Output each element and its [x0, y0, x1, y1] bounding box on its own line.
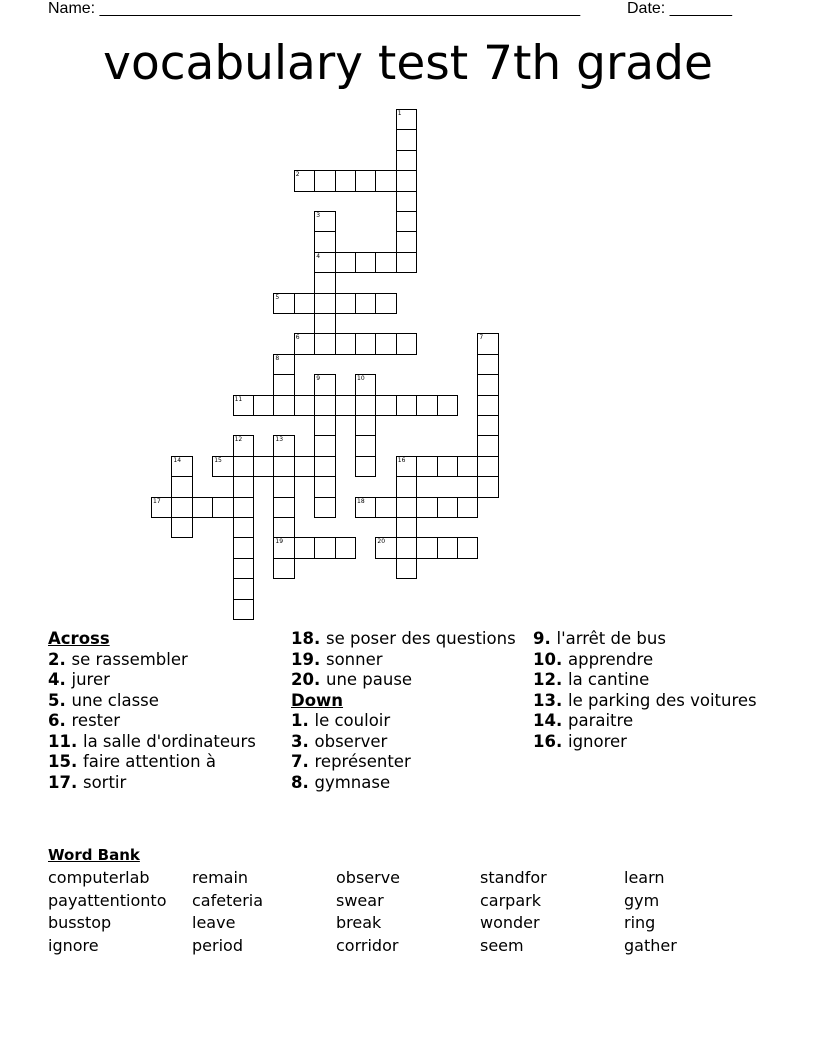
crossword-cell[interactable]: [375, 395, 396, 416]
crossword-cell[interactable]: [457, 537, 478, 558]
crossword-cell[interactable]: [437, 497, 458, 518]
crossword-cell[interactable]: [212, 456, 233, 477]
crossword-cell[interactable]: [233, 537, 254, 558]
crossword-cell[interactable]: [477, 333, 498, 354]
crossword-cell[interactable]: [273, 395, 294, 416]
crossword-cell[interactable]: [355, 170, 376, 191]
clue-number: 19.: [291, 649, 326, 669]
crossword-cell[interactable]: [396, 150, 417, 171]
crossword-cell[interactable]: [355, 252, 376, 273]
clue-text: ignorer: [567, 731, 627, 751]
clue-text: le couloir: [314, 711, 391, 730]
word-bank-item: computerlab: [48, 868, 150, 887]
clue-text: faire attention à: [82, 752, 216, 771]
clue-number: 5: [275, 293, 280, 301]
crossword-cell[interactable]: [314, 231, 335, 252]
crossword-cell[interactable]: [477, 456, 498, 477]
crossword-cell[interactable]: [396, 109, 417, 130]
crossword-cell[interactable]: [314, 333, 335, 354]
crossword-cell[interactable]: [273, 537, 294, 558]
crossword-cell[interactable]: [253, 456, 274, 477]
crossword-cell[interactable]: [477, 374, 498, 395]
clue-text: l'arrêt de bus: [556, 629, 666, 648]
crossword-cell[interactable]: [294, 333, 315, 354]
clue-number: 6: [295, 334, 300, 342]
word-bank-item: leave: [192, 913, 236, 933]
clue-text: représenter: [314, 752, 411, 771]
crossword-cell[interactable]: [375, 293, 396, 314]
crossword-cell[interactable]: [355, 456, 376, 477]
crossword-cell[interactable]: [314, 170, 335, 191]
clue-item: [291, 711, 531, 732]
clue-text: le parking des voitures: [567, 690, 757, 710]
across-heading: Across: [48, 629, 110, 648]
word-bank-item: swear: [336, 890, 384, 910]
clue-number: 13.: [533, 690, 568, 710]
clue-number: 1: [397, 110, 402, 117]
crossword-cell[interactable]: [396, 558, 417, 579]
page-title: vocabulary test 7th grade: [103, 36, 713, 91]
crossword-cell[interactable]: [273, 558, 294, 579]
crossword-cell[interactable]: [396, 129, 417, 150]
word-bank-item: wonder: [480, 913, 540, 933]
crossword-cell[interactable]: [294, 456, 315, 477]
clue-number: 8: [275, 354, 280, 362]
clue-number: 18.: [291, 629, 326, 648]
clue-column-2: [291, 629, 531, 793]
clue-number: 3.: [291, 731, 315, 751]
clue-number: 15.: [48, 752, 83, 771]
clue-text: gymnase: [314, 772, 391, 792]
crossword-cell[interactable]: [457, 497, 478, 518]
crossword-cell[interactable]: [314, 537, 335, 558]
crossword-cell[interactable]: [294, 293, 315, 314]
crossword-cell[interactable]: [335, 170, 356, 191]
clue-item: [533, 711, 773, 732]
crossword-cell[interactable]: [437, 395, 458, 416]
crossword-cell[interactable]: [233, 476, 254, 497]
crossword-cell[interactable]: [233, 599, 254, 620]
crossword-cell[interactable]: [273, 497, 294, 518]
crossword-cell[interactable]: [396, 537, 417, 558]
crossword-cell[interactable]: [396, 456, 417, 477]
crossword-cell[interactable]: [314, 313, 335, 334]
crossword-cell[interactable]: [477, 435, 498, 456]
clue-number: 8.: [291, 772, 315, 792]
clue-item: [533, 650, 773, 671]
clue-number: 5.: [48, 690, 72, 710]
crossword-cell[interactable]: [355, 333, 376, 354]
clue-text: se rassembler: [71, 649, 188, 669]
word-bank-item: carpark: [480, 890, 541, 910]
word-bank-item: break: [336, 913, 382, 933]
crossword-cell[interactable]: [416, 497, 437, 518]
crossword-cell[interactable]: [212, 497, 233, 518]
crossword-cell[interactable]: [335, 537, 356, 558]
crossword-cell[interactable]: [355, 395, 376, 416]
crossword-cell[interactable]: [375, 333, 396, 354]
crossword-cell[interactable]: [396, 231, 417, 252]
clue-number: 17.: [48, 772, 83, 792]
clue-number: 6.: [48, 711, 72, 730]
clue-number: 10.: [533, 649, 568, 669]
clue-item: [533, 732, 773, 753]
word-bank-item: observe: [336, 868, 401, 887]
crossword-cell[interactable]: [151, 497, 172, 518]
crossword-cell[interactable]: [355, 415, 376, 436]
word-bank-item: learn: [624, 868, 665, 887]
crossword-cell[interactable]: [314, 456, 335, 477]
crossword-cell[interactable]: [314, 395, 335, 416]
word-bank-heading: Word Bank: [48, 846, 140, 864]
crossword-cell[interactable]: [273, 517, 294, 538]
crossword-cell[interactable]: [335, 333, 356, 354]
clue-item: [533, 691, 773, 712]
crossword-cell[interactable]: [335, 395, 356, 416]
clue-number: 10: [357, 375, 365, 383]
clue-item: [48, 650, 288, 671]
clue-item: [291, 629, 531, 650]
clue-text: la salle d'ordinateurs: [82, 731, 256, 751]
clue-number: 9.: [533, 629, 557, 648]
crossword-cell[interactable]: [273, 476, 294, 497]
crossword-cell[interactable]: [457, 456, 478, 477]
crossword-cell[interactable]: [416, 456, 437, 477]
clue-text: une pause: [325, 670, 413, 689]
clue-item: [533, 670, 773, 691]
clue-number: 18: [357, 497, 365, 505]
clue-text: rester: [71, 711, 121, 730]
name-field[interactable]: Name: ______________________________________________________: [48, 0, 581, 17]
crossword-cell[interactable]: [314, 435, 335, 456]
clue-number: 17: [153, 497, 161, 505]
crossword-cell[interactable]: [273, 354, 294, 375]
clue-number: 7: [479, 334, 484, 342]
word-bank-item: gather: [624, 936, 677, 956]
clue-number: 12.: [533, 670, 568, 689]
clue-text: jurer: [71, 670, 110, 689]
clue-number: 7.: [291, 752, 315, 771]
crossword-cell[interactable]: [437, 456, 458, 477]
crossword-cell[interactable]: [375, 252, 396, 273]
crossword-cell[interactable]: [171, 456, 192, 477]
word-bank-item: seem: [480, 936, 524, 956]
clue-item: [48, 752, 288, 773]
crossword-cell[interactable]: [314, 374, 335, 395]
clue-item: [291, 670, 531, 691]
clue-number: 2.: [48, 649, 72, 669]
crossword-cell[interactable]: [314, 272, 335, 293]
crossword-cell[interactable]: [375, 497, 396, 518]
crossword-cell[interactable]: [253, 395, 274, 416]
clue-text: une classe: [71, 690, 159, 710]
clue-number: 12: [234, 436, 243, 444]
clue-number: 4: [316, 252, 321, 260]
clue-number: 4.: [48, 670, 72, 689]
word-bank-item: period: [192, 936, 243, 956]
crossword-cell[interactable]: [477, 476, 498, 497]
crossword-cell[interactable]: [437, 537, 458, 558]
clue-column-3: [533, 629, 773, 752]
crossword-cell[interactable]: [294, 170, 315, 191]
crossword-cell[interactable]: [233, 456, 254, 477]
crossword-cell[interactable]: [273, 435, 294, 456]
clue-item: [48, 711, 288, 732]
clue-number: 3: [316, 212, 321, 219]
crossword-cell[interactable]: [294, 537, 315, 558]
clue-number: 19: [275, 538, 284, 546]
word-bank-item: corridor: [336, 936, 399, 956]
clue-text: observer: [314, 731, 388, 751]
crossword-cell[interactable]: [396, 170, 417, 191]
clue-number: 11: [234, 395, 243, 403]
crossword-cell[interactable]: [396, 252, 417, 273]
word-bank-item: ring: [624, 913, 656, 933]
crossword-cell[interactable]: [355, 435, 376, 456]
clue-item: [48, 691, 288, 712]
clue-item: [291, 650, 531, 671]
crossword-cell[interactable]: [314, 211, 335, 232]
crossword-cell[interactable]: [233, 578, 254, 599]
crossword-cell[interactable]: [192, 497, 213, 518]
clue-number: 13: [275, 436, 284, 444]
clue-item: [533, 629, 773, 650]
clue-number: 11.: [48, 731, 83, 751]
clue-column-1: [48, 629, 288, 793]
crossword-cell[interactable]: [273, 456, 294, 477]
clue-number: 16: [397, 456, 406, 464]
crossword-cell[interactable]: [314, 497, 335, 518]
crossword-cell[interactable]: [233, 517, 254, 538]
crossword-cell[interactable]: [355, 293, 376, 314]
crossword-cell[interactable]: [314, 293, 335, 314]
crossword-cell[interactable]: [273, 293, 294, 314]
crossword-cell[interactable]: [477, 354, 498, 375]
crossword-cell[interactable]: [233, 435, 254, 456]
word-bank-item: standfor: [480, 868, 547, 887]
down-heading: Down: [291, 690, 344, 710]
crossword-cell[interactable]: [396, 517, 417, 538]
crossword-cell[interactable]: [375, 170, 396, 191]
word-bank-item: remain: [192, 868, 249, 887]
clue-number: 14.: [533, 711, 568, 730]
clue-number: 14: [173, 456, 182, 464]
clue-text: se poser des questions: [325, 629, 516, 648]
word-bank-item: busstop: [48, 913, 112, 933]
crossword-cell[interactable]: [416, 537, 437, 558]
crossword-cell[interactable]: [314, 476, 335, 497]
crossword-cell[interactable]: [396, 395, 417, 416]
word-bank-item: gym: [624, 890, 660, 910]
clue-number: 16.: [533, 731, 568, 751]
crossword-cell[interactable]: [233, 395, 254, 416]
clue-number: 2: [295, 171, 300, 179]
crossword-cell[interactable]: [396, 191, 417, 212]
crossword-cell[interactable]: [233, 558, 254, 579]
clue-number: 20: [377, 538, 386, 546]
clue-number: 20.: [291, 670, 326, 689]
crossword-cell[interactable]: [477, 395, 498, 416]
crossword-cell[interactable]: [233, 497, 254, 518]
crossword-cell[interactable]: [171, 497, 192, 518]
crossword-cell[interactable]: [396, 476, 417, 497]
clue-text: la cantine: [567, 670, 650, 689]
clue-number: 1.: [291, 711, 315, 730]
clue-item: [291, 773, 531, 794]
date-field[interactable]: Date: _______: [627, 0, 732, 17]
clue-number: 9: [316, 375, 321, 383]
crossword-cell[interactable]: [477, 415, 498, 436]
clue-number: 15: [214, 456, 222, 464]
crossword-cell[interactable]: [416, 395, 437, 416]
crossword-cell[interactable]: [273, 374, 294, 395]
crossword-cell[interactable]: [171, 476, 192, 497]
word-bank-item: payattentionto: [48, 890, 167, 910]
crossword-cell[interactable]: [314, 415, 335, 436]
clue-item: [48, 773, 288, 794]
crossword-cell[interactable]: [294, 395, 315, 416]
crossword-cell[interactable]: [396, 211, 417, 232]
crossword-cell[interactable]: [375, 537, 396, 558]
clue-text: sortir: [82, 772, 127, 792]
clue-item: [48, 670, 288, 691]
crossword-cell[interactable]: [335, 293, 356, 314]
crossword-cell[interactable]: [171, 517, 192, 538]
clue-text: sonner: [325, 649, 383, 669]
crossword-cell[interactable]: [355, 374, 376, 395]
clue-item: [291, 752, 531, 773]
crossword-cell[interactable]: [396, 497, 417, 518]
crossword-cell[interactable]: [314, 252, 335, 273]
clue-item: [48, 732, 288, 753]
clue-text: apprendre: [567, 649, 654, 669]
clue-item: [291, 732, 531, 753]
word-bank-item: ignore: [48, 936, 99, 956]
crossword-cell[interactable]: [335, 252, 356, 273]
word-bank-item: cafeteria: [192, 890, 264, 910]
crossword-cell[interactable]: [396, 333, 417, 354]
crossword-cell[interactable]: [355, 497, 376, 518]
clue-text: paraitre: [567, 711, 634, 730]
